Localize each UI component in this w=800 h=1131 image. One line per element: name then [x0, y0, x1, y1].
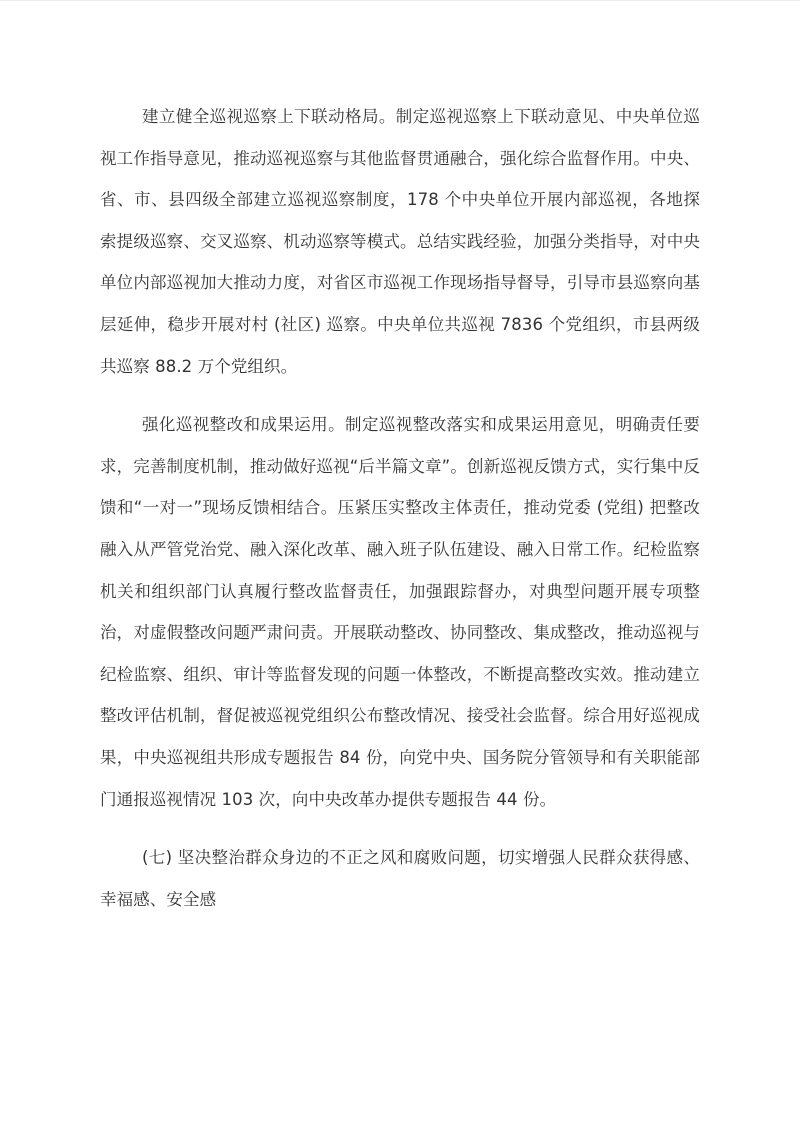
section-heading-seven: (七) 坚决整治群众身边的不正之风和腐败问题，切实增强人民群众获得感、幸福感、安全感	[100, 848, 700, 909]
document-body	[0, 1, 800, 920]
paragraph-inspection-linkage: 建立健全巡视巡察上下联动格局。制定巡视巡察上下联动意见、中央单位巡视工作指导意见，推动巡视巡察与其他监督贯通融合，强化综合监督作用。中央、省、市、县四级全部建立巡视巡察制度，178 个中央单位开展内部巡视，各地探索提级巡察、交叉巡察、机动巡察等模式。总结实践经验，加强分类指导，对中央单位内部巡视加大推动力度，对省区市巡视工作现场指导督导，引导市县巡察向基层延伸，稳步开展对村 (社区) 巡察。中央单位共巡视 7836 个党组织，市县两级共巡察 88.2 万个党组织。	[100, 107, 700, 376]
paragraph-rectification-results: 强化巡视整改和成果运用。制定巡视整改落实和成果运用意见，明确责任要求，完善制度机制，推动做好巡视“后半篇文章”。创新巡视反馈方式，实行集中反馈和“一对一”现场反馈相结合。压紧压实整改主体责任，推动党委 (党组) 把整改融入从严管党治党、融入深化改革、融入班子队伍建设、融入日常工作。纪检监察机关和组织部门认真履行整改监督责任，加强跟踪督办，对典型问题开展专项整治，对虚假整改问题严肃问责。开展联动整改、协同整改、集成整改，推动巡视与纪检监察、组织、审计等监督发现的问题一体整改，不断提高整改实效。推动建立整改评估机制，督促被巡视党组织公布整改情况、接受社会监督。综合用好巡视成果，中央巡视组共形成专题报告 84 份，向党中央、国务院分管领导和有关职能部门通报巡视情况 103 次，向中央改革办提供专题报告 44 份。	[100, 415, 700, 809]
